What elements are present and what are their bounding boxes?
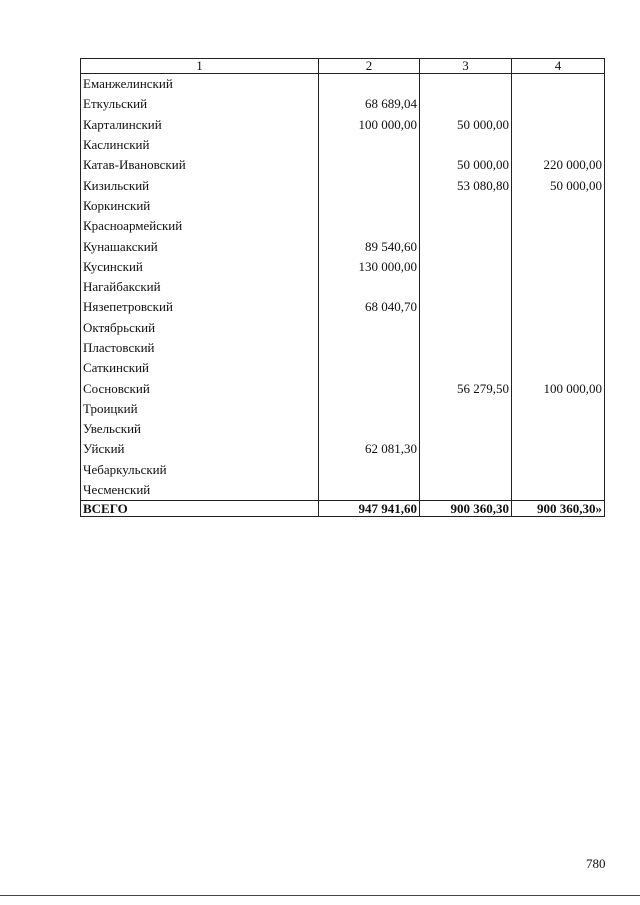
value-col-4: 220 000,00	[512, 155, 605, 175]
district-name: Кунашакский	[81, 236, 319, 256]
table-row	[81, 480, 605, 501]
value-col-2	[319, 318, 420, 338]
district-name: Октябрьский	[81, 318, 319, 338]
value-col-2	[319, 480, 420, 501]
value-col-3	[420, 94, 512, 114]
table-row	[81, 419, 605, 439]
value-col-2	[319, 216, 420, 236]
total-value: 900 360,30»	[512, 501, 605, 517]
table-row	[81, 257, 605, 277]
value-col-3	[420, 297, 512, 317]
value-col-4	[512, 216, 605, 236]
value-col-2: 68 689,04	[319, 94, 420, 114]
value-col-4	[512, 257, 605, 277]
table-row	[81, 338, 605, 358]
value-col-4	[512, 480, 605, 501]
district-name: Катав-Ивановский	[81, 155, 319, 175]
value-col-4	[512, 196, 605, 216]
table-row	[81, 297, 605, 317]
value-col-4	[512, 358, 605, 378]
district-name: Уйский	[81, 439, 319, 459]
value-col-2	[319, 175, 420, 195]
value-col-3	[420, 257, 512, 277]
value-col-4	[512, 74, 605, 95]
value-col-3	[420, 135, 512, 155]
district-name: Коркинский	[81, 196, 319, 216]
page-number: 780	[586, 856, 606, 871]
value-col-4	[512, 277, 605, 297]
table-row	[81, 74, 605, 95]
value-col-3	[420, 74, 512, 95]
value-col-4	[512, 297, 605, 317]
value-col-2	[319, 135, 420, 155]
value-col-4	[512, 318, 605, 338]
value-col-4	[512, 338, 605, 358]
value-col-3: 50 000,00	[420, 115, 512, 135]
value-col-2	[319, 338, 420, 358]
bottom-divider	[0, 895, 640, 896]
value-col-3	[420, 358, 512, 378]
table-row	[81, 155, 605, 175]
total-value: 947 941,60	[319, 501, 420, 517]
value-col-3: 53 080,80	[420, 175, 512, 195]
value-col-2: 130 000,00	[319, 257, 420, 277]
value-col-2	[319, 277, 420, 297]
district-name: Саткинский	[81, 358, 319, 378]
value-col-3	[420, 399, 512, 419]
value-col-3	[420, 419, 512, 439]
header-row	[81, 59, 605, 74]
district-name: Еткульский	[81, 94, 319, 114]
value-col-4: 50 000,00	[512, 175, 605, 195]
table-row	[81, 399, 605, 419]
value-col-2: 62 081,30	[319, 439, 420, 459]
value-col-2	[319, 378, 420, 398]
value-col-2	[319, 399, 420, 419]
table-row	[81, 94, 605, 114]
table-row	[81, 196, 605, 216]
total-row	[81, 501, 605, 517]
value-col-4	[512, 439, 605, 459]
district-name: Сосновский	[81, 378, 319, 398]
table-row	[81, 236, 605, 256]
value-col-3	[420, 277, 512, 297]
value-col-2	[319, 419, 420, 439]
value-col-3	[420, 338, 512, 358]
district-name: Карталинский	[81, 115, 319, 135]
total-value: 900 360,30	[420, 501, 512, 517]
value-col-2: 100 000,00	[319, 115, 420, 135]
value-col-2	[319, 196, 420, 216]
district-name: Еманжелинский	[81, 74, 319, 95]
value-col-3	[420, 460, 512, 480]
column-header: 1	[81, 59, 319, 74]
district-name: Кусинский	[81, 257, 319, 277]
value-col-4: 100 000,00	[512, 378, 605, 398]
value-col-3: 50 000,00	[420, 155, 512, 175]
district-name: Чебаркульский	[81, 460, 319, 480]
district-name: Пластовский	[81, 338, 319, 358]
district-name: Увельский	[81, 419, 319, 439]
value-col-3	[420, 216, 512, 236]
value-col-3	[420, 318, 512, 338]
district-name: Нязепетровский	[81, 297, 319, 317]
district-name: Каслинский	[81, 135, 319, 155]
value-col-4	[512, 115, 605, 135]
district-name: Троицкий	[81, 399, 319, 419]
value-col-3	[420, 196, 512, 216]
value-col-3: 56 279,50	[420, 378, 512, 398]
district-name: Нагайбакский	[81, 277, 319, 297]
column-header: 4	[512, 59, 605, 74]
table-row	[81, 135, 605, 155]
budget-table	[80, 58, 605, 517]
table-row	[81, 460, 605, 480]
table-row	[81, 216, 605, 236]
value-col-3	[420, 480, 512, 501]
total-label: ВСЕГО	[81, 501, 319, 517]
value-col-4	[512, 460, 605, 480]
district-name: Кизильский	[81, 175, 319, 195]
value-col-4	[512, 419, 605, 439]
table-row	[81, 378, 605, 398]
district-name: Красноармейский	[81, 216, 319, 236]
value-col-3	[420, 439, 512, 459]
district-name: Чесменский	[81, 480, 319, 501]
value-col-4	[512, 135, 605, 155]
value-col-2	[319, 358, 420, 378]
table-row	[81, 277, 605, 297]
value-col-4	[512, 236, 605, 256]
table-row	[81, 318, 605, 338]
value-col-2: 68 040,70	[319, 297, 420, 317]
value-col-2: 89 540,60	[319, 236, 420, 256]
column-header: 3	[420, 59, 512, 74]
value-col-2	[319, 155, 420, 175]
value-col-4	[512, 94, 605, 114]
value-col-3	[420, 236, 512, 256]
value-col-2	[319, 74, 420, 95]
column-header: 2	[319, 59, 420, 74]
table-row	[81, 115, 605, 135]
table-row	[81, 358, 605, 378]
table-row	[81, 439, 605, 459]
table-row	[81, 175, 605, 195]
value-col-4	[512, 399, 605, 419]
value-col-2	[319, 460, 420, 480]
